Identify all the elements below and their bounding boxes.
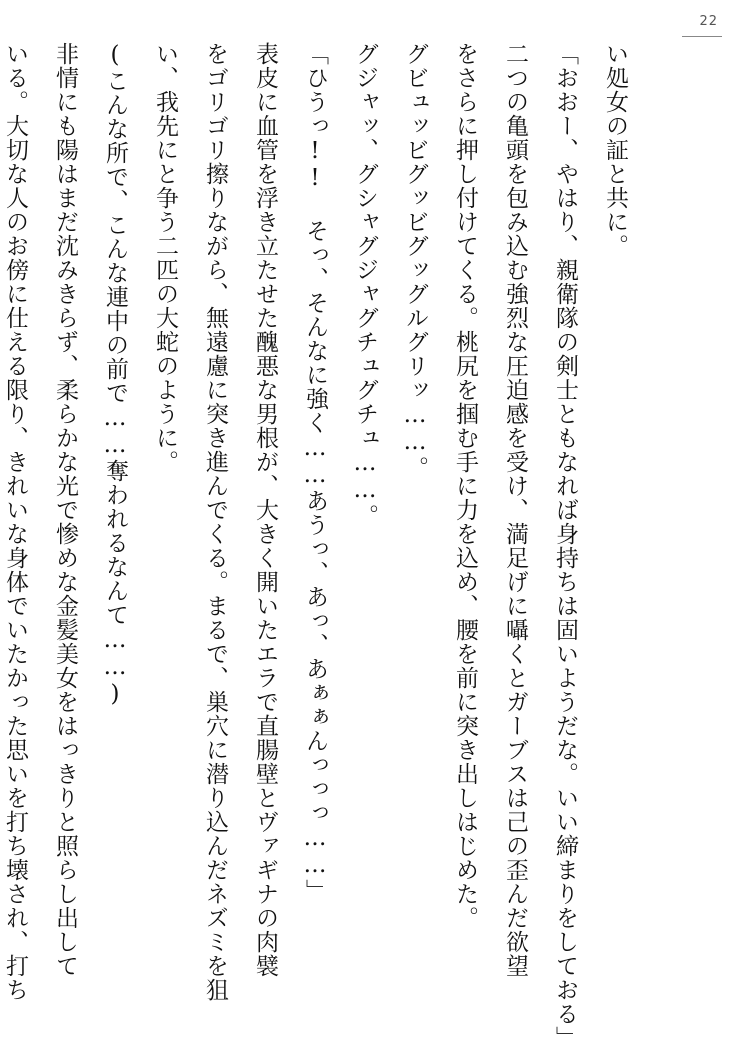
text-line: 表皮に血管を浮き立たせた醜悪な男根が、大きく開いたエラで直腸壁とヴァギナの肉襞 (252, 42, 278, 978)
page-number-underline (682, 36, 722, 37)
page-number: 22 (699, 14, 718, 29)
vertical-text-body (2, 42, 640, 1050)
text-line: い、我先にと争う二匹の大蛇のように。 (152, 42, 178, 474)
text-line: をゴリゴリ擦りながら、無遠慮に突き進んでくる。まるで、巣穴に潜り込んだネズミを狙 (202, 42, 228, 1002)
text-line: 「おおー、やはり、親衛隊の剣士ともなれば身持ちは固いようだな。いい締まりをしておる」 (552, 42, 578, 1050)
text-line: をさらに押し付けてくる。桃尻を掴む手に力を込め、腰を前に突き出しはじめた。 (452, 42, 478, 930)
text-line: いる。大切な人のお傍に仕える限り、きれいな身体でいたかった思いを打ち壊され、打ち (2, 42, 28, 1002)
text-line: 非情にも陽はまだ沈みきらず、柔らかな光で惨めな金髪美女をはっきりと照らし出して (52, 42, 78, 978)
text-line: 「ひうっ!! そっ、そんなに強く……あうっ、あっ、あぁぁんっっっ……」 (302, 42, 328, 903)
text-line: グビュッビグッビグッグルグリッ……。 (402, 42, 428, 480)
text-line: い処女の証と共に。 (602, 42, 628, 258)
text-line: 二つの亀頭を包み込む強烈な圧迫感を受け、満足げに囁くとガーブスは己の歪んだ欲望 (502, 42, 528, 978)
text-line: グジャッ、グシャグジャグチュグチュ……。 (352, 42, 378, 528)
text-line: (こんな所で、こんな連中の前で……奪われるなんて……) (102, 42, 128, 708)
